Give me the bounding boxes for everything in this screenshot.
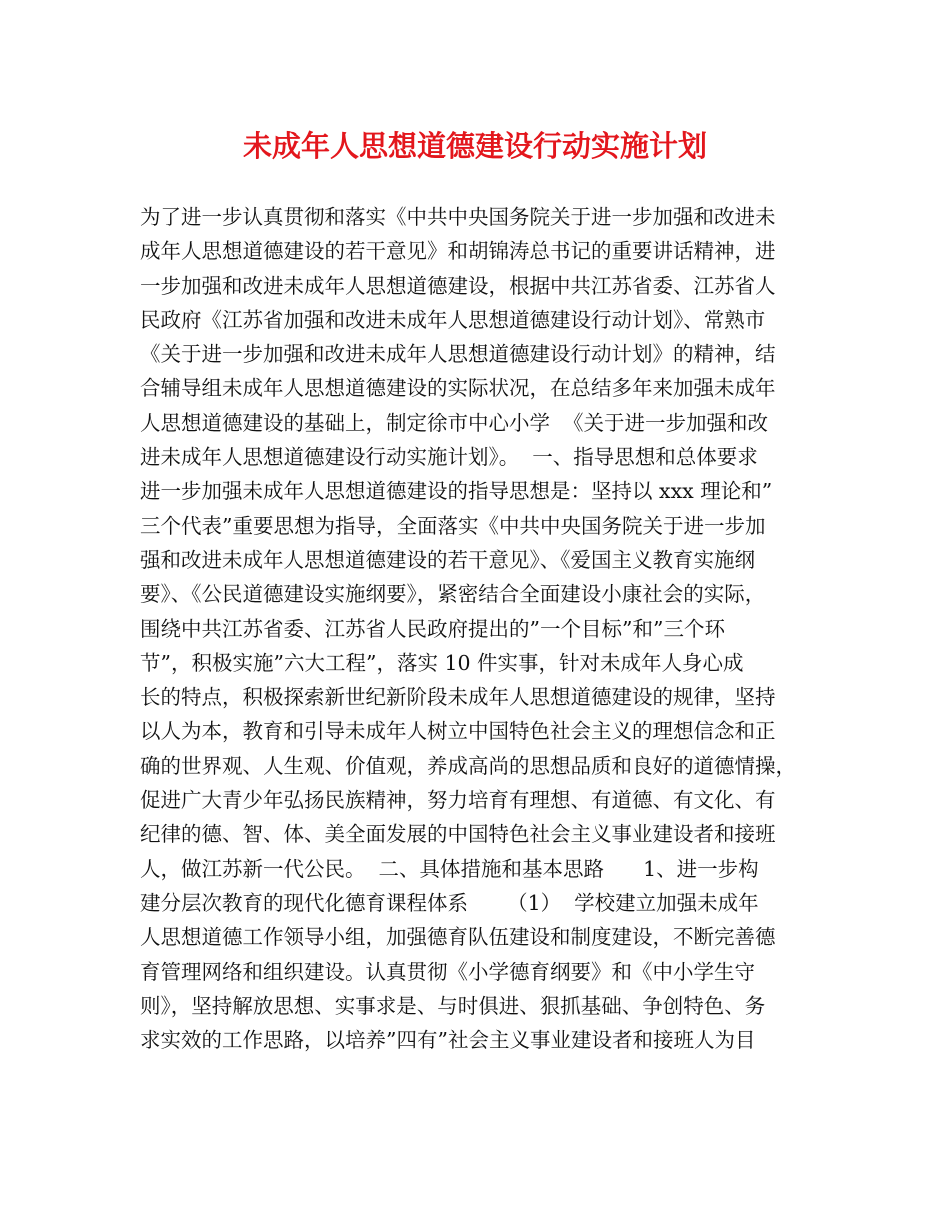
body-line: 要》、《公民道德建设实施纲要》，紧密结合全面建设小康社会的实际， — [140, 582, 766, 607]
body-line: 人思想道德工作领导小组，加强德育队伍建设和制度建设，不断完善德 — [140, 925, 776, 950]
body-line: 合辅导组未成年人思想道德建设的实际状况，在总结多年来加强未成年 — [140, 376, 776, 401]
body-line: 纪律的德、智、体、美全面发展的中国特色社会主义事业建设者和接班 — [140, 822, 776, 847]
body-line: 三个代表”重要思想为指导，全面落实《中共中央国务院关于进一步加 — [140, 513, 766, 538]
body-line: 以人为本，教育和引导未成年人树立中国特色社会主义的理想信念和正 — [140, 719, 776, 744]
body-line: 则》，坚持解放思想、实事求是、与时俱进、狠抓基础、争创特色、务 — [140, 993, 766, 1018]
body-line: 求实效的工作思路，以培养”四有”社会主义事业建设者和接班人为目 — [140, 1028, 756, 1053]
body-line: 为了进一步认真贯彻和落实《中共中央国务院关于进一步加强和改进未 — [140, 205, 776, 229]
body-line: 育管理网络和组织建设。认真贯彻《小学德育纲要》和《中小学生守 — [140, 959, 755, 984]
body-line: 强和改进未成年人思想道德建设的若干意见》、《爱国主义教育实施纲 — [140, 547, 755, 572]
body-line: 进未成年人思想道德建设行动实施计划》。 一、指导思想和总体要求 — [140, 445, 758, 470]
body-line: 建分层次教育的现代化德育课程体系 （1） 学校建立加强未成年 — [140, 890, 759, 915]
body-line: 进一步加强未成年人思想道德建设的指导思想是：坚持以 xxx 理论和” — [140, 479, 773, 504]
body-line: 促进广大青少年弘扬民族精神，努力培育有理想、有道德、有文化、有 — [140, 788, 776, 813]
body-line: 长的特点，积极探索新世纪新阶段未成年人思想道德建设的规律，坚持 — [140, 685, 776, 710]
document-title: 未成年人思想道德建设行动实施计划 — [242, 129, 707, 163]
body-line: 人，做江苏新一代公民。 二、具体措施和基本思路 1、进一步构 — [140, 856, 759, 881]
body-line: 节”，积极实施”六大工程”，落实 10 件实事，针对未成年人身心成 — [140, 650, 744, 675]
body-line: 围绕中共江苏省委、江苏省人民政府提出的”一个目标”和”三个环 — [140, 616, 725, 641]
body-line: 人思想道德建设的基础上，制定徐市中心小学 《关于进一步加强和改 — [140, 410, 769, 435]
body-line: 一步加强和改进未成年人思想道德建设，根据中共江苏省委、江苏省人 — [140, 273, 776, 298]
body-line: 确的世界观、人生观、价值观，养成高尚的思想品质和良好的道德情操， — [140, 753, 796, 778]
document-body — [140, 200, 830, 1057]
body-line: 民政府《江苏省加强和改进未成年人思想道德建设行动计划》、常熟市 — [140, 307, 766, 332]
body-line: 《关于进一步加强和改进未成年人思想道德建设行动计划》的精神，结 — [140, 342, 776, 367]
body-line: 成年人思想道德建设的若干意见》和胡锦涛总书记的重要讲话精神，进 — [140, 239, 776, 264]
